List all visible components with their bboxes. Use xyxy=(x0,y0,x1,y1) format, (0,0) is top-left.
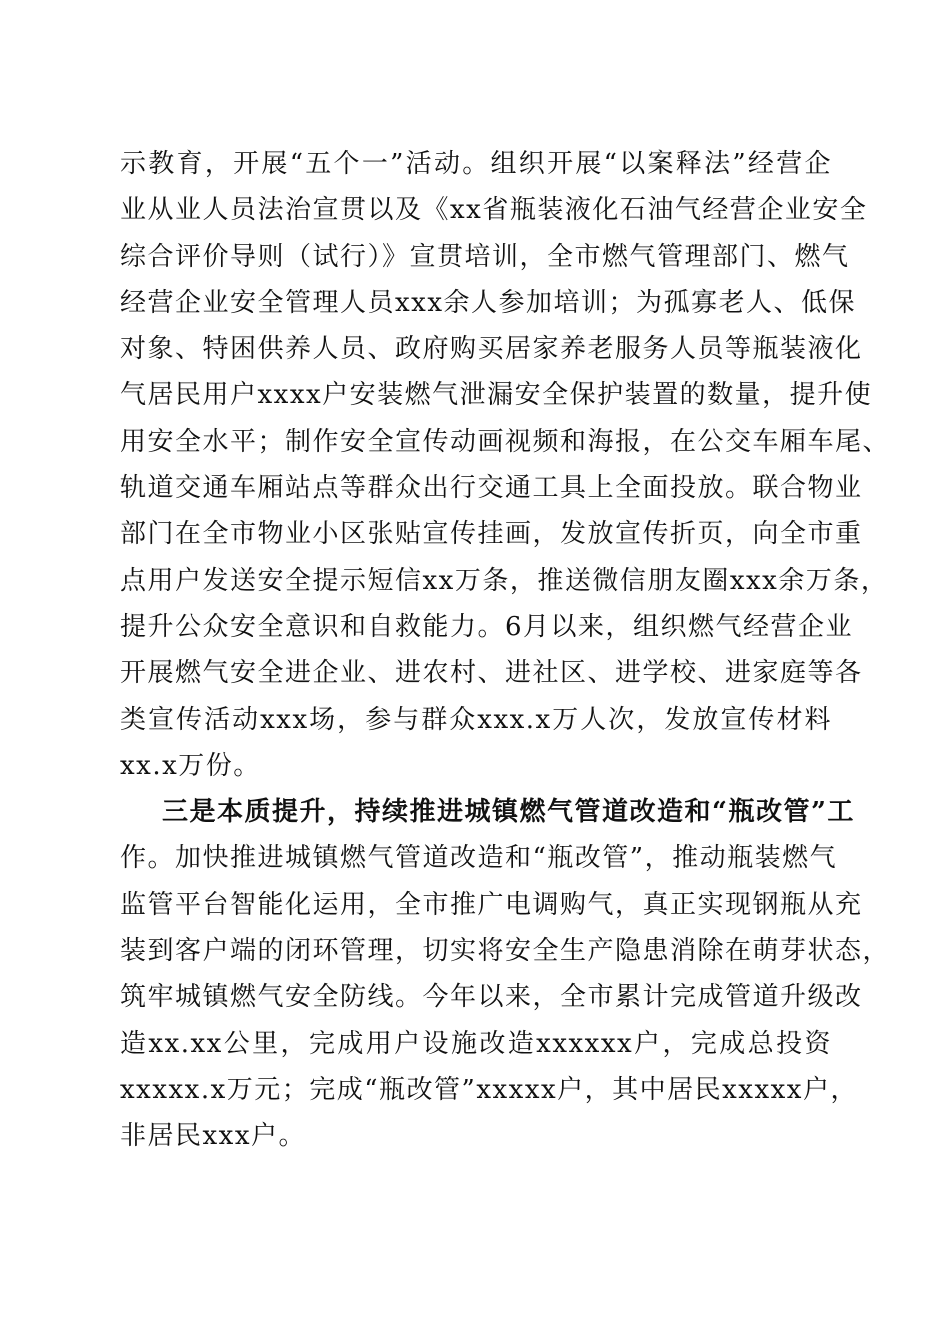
text-line: 类宣传活动xxx场，参与群众xxx.x万人次，发放宣传材料 xyxy=(120,704,832,735)
text-line: 筑牢城镇燃气安全防线。今年以来，全市累计完成管道升级改 xyxy=(120,982,863,1013)
section-heading: 三是本质提升，持续推进城镇燃气管道改造和“瓶改管”工 xyxy=(162,797,855,828)
paragraph-pipeline-renovation xyxy=(120,789,891,1159)
text-line: 造xx.xx公里，完成用户设施改造xxxxxx户，完成总投资 xyxy=(120,1028,832,1059)
text-line: 示教育，开展“五个一”活动。组织开展“以案释法”经营企 xyxy=(120,149,832,179)
text-line: 轨道交通车厢站点等群众出行交通工具上全面投放。联合物业 xyxy=(120,473,863,504)
paragraph-publicity xyxy=(120,141,891,789)
text-line: 点用户发送安全提示短信xx万条，推送微信朋友圈xxx余万条， xyxy=(120,565,889,596)
text-line: 部门在全市物业小区张贴宣传挂画，发放宣传折页，向全市重 xyxy=(120,519,863,550)
text-line: 用安全水平；制作安全宣传动画视频和海报，在公交车厢车尾、 xyxy=(120,426,891,457)
text-line: 气居民用户xxxx户安装燃气泄漏安全保护装置的数量，提升使 xyxy=(120,380,873,411)
text-line: xxxxx.x万元；完成“瓶改管”xxxxx户，其中居民xxxxx户， xyxy=(120,1074,858,1105)
text-line: 综合评价导则（试行）》宣贯培训，全市燃气管理部门、燃气 xyxy=(120,241,850,272)
text-line: 提升公众安全意识和自救能力。6月以来，组织燃气经营企业 xyxy=(120,611,854,642)
text-line: 监管平台智能化运用，全市推广电调购气，真正实现钢瓶从充 xyxy=(120,889,863,920)
text-line: 对象、特困供养人员、政府购买居家养老服务人员等瓶装液化 xyxy=(120,334,863,365)
text-line: 开展燃气安全进企业、进农村、进社区、进学校、进家庭等各 xyxy=(120,658,863,689)
text-line: 装到客户端的闭环管理，切实将安全生产隐患消除在萌芽状态， xyxy=(120,936,891,967)
text-line: xx.x万份。 xyxy=(120,750,261,781)
text-line: 作。加快推进城镇燃气管道改造和“瓶改管”，推动瓶装燃气 xyxy=(120,843,838,874)
text-line: 非居民xxx户。 xyxy=(120,1121,306,1152)
document-body xyxy=(120,141,891,1160)
text-line: 业从业人员法治宣贯以及《xx省瓶装液化石油气经营企业安全 xyxy=(120,195,868,226)
text-line: 经营企业安全管理人员xxx余人参加培训；为孤寡老人、低保 xyxy=(120,287,856,318)
